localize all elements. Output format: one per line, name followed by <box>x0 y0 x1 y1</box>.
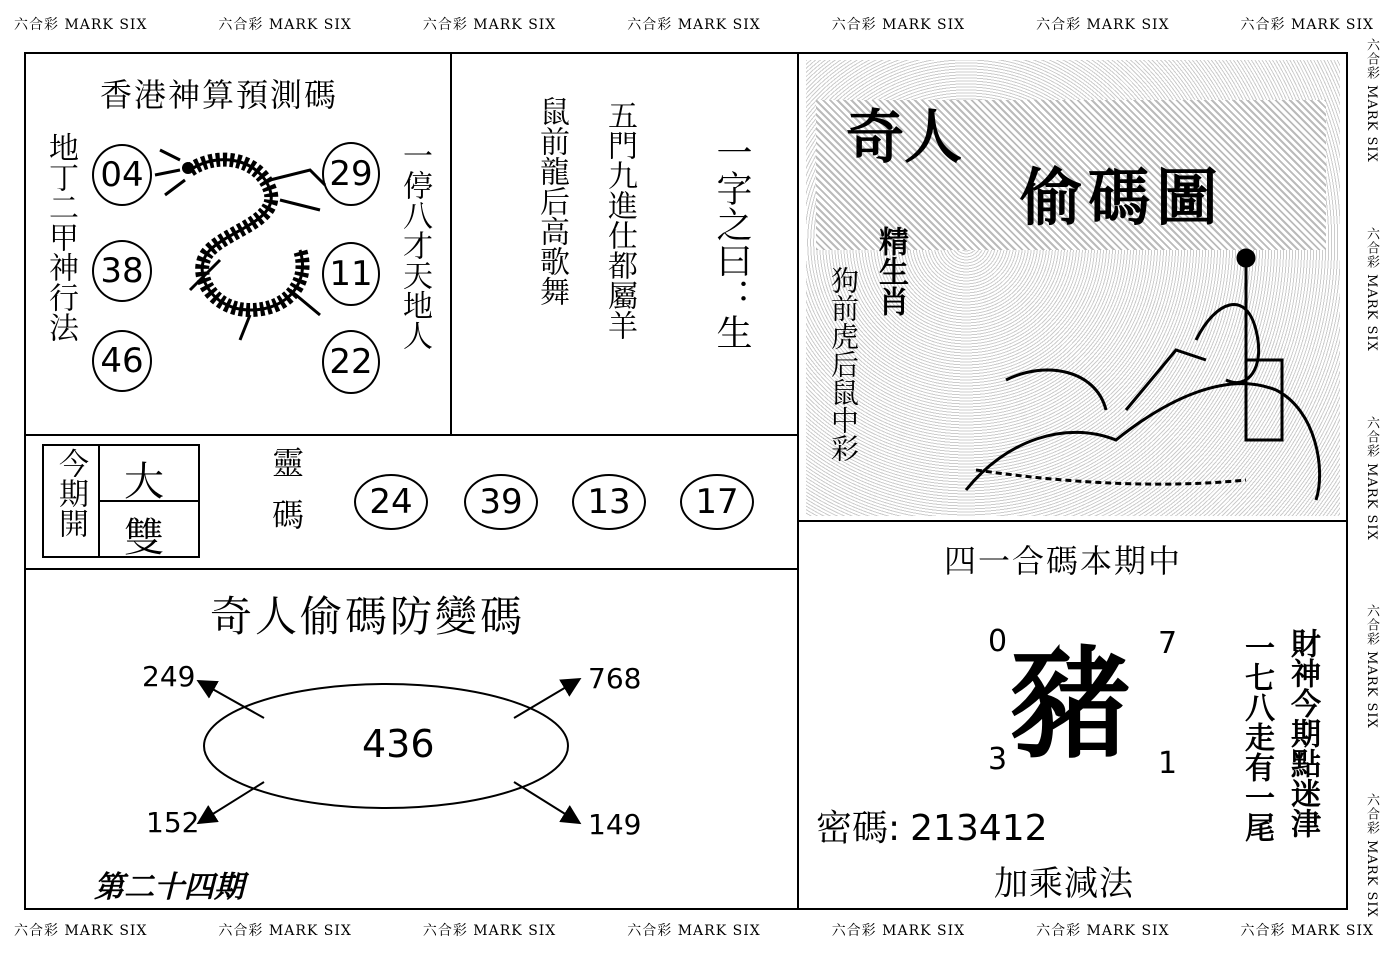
border-top-item: 六合彩 MARK SIX <box>422 17 557 33</box>
corner-number-tr: 7 <box>1158 626 1178 661</box>
border-bottom-item: 六合彩 MARK SIX <box>14 923 148 939</box>
arrow-bottom-left <box>200 782 264 822</box>
border-right <box>1362 38 1381 918</box>
divider <box>450 52 452 436</box>
number-ball: 22 <box>322 330 380 394</box>
ling-number-ball: 13 <box>572 474 646 530</box>
defense-top-right: 768 <box>588 662 642 695</box>
number-ball: 46 <box>92 330 152 392</box>
border-right-item: 六合彩 MARK SIX <box>1364 415 1379 541</box>
number-ball: 29 <box>322 142 380 206</box>
ling-number-ball: 17 <box>680 474 754 530</box>
four-in-one-vertical-1: 財神今期點迷津 <box>1285 628 1320 838</box>
poster-title1: 奇人 <box>846 103 963 171</box>
divider <box>24 434 798 436</box>
border-top-item: 六合彩 MARK SIX <box>831 17 966 33</box>
code-label: 密碼: <box>816 808 901 849</box>
poster-sub1: 精生肖 <box>873 226 908 316</box>
border-bottom <box>14 920 1374 940</box>
period-label: 今期開 <box>53 448 88 538</box>
border-bottom-item: 六合彩 MARK SIX <box>1036 923 1170 939</box>
defense-center-number: 436 <box>362 722 435 766</box>
poster-sub2: 狗前虎后鼠中彩 <box>827 266 860 462</box>
scholar-illustration <box>946 240 1336 510</box>
ling-number-ball: 39 <box>464 474 538 530</box>
prediction-title: 香港神算預測碼 <box>100 76 339 114</box>
ling-code-label: 靈碼 <box>267 446 305 550</box>
zodiac-character: 豬 <box>1010 634 1130 775</box>
code-value: 213412 <box>910 808 1048 849</box>
divider <box>797 520 1348 522</box>
defense-bottom-right: 149 <box>588 808 642 841</box>
number-ball: 04 <box>92 144 152 206</box>
period-top: 大 <box>124 459 164 505</box>
border-top <box>14 14 1374 34</box>
poster-image <box>806 60 1340 516</box>
border-bottom-item: 六合彩 MARK SIX <box>218 923 352 939</box>
border-top-item: 六合彩 MARK SIX <box>1240 17 1374 33</box>
four-in-one-title: 四一合碼本期中 <box>944 542 1183 580</box>
corner-number-br: 1 <box>1158 746 1178 781</box>
divider <box>797 52 799 910</box>
issue-number: 第二十四期 <box>94 870 244 905</box>
border-right-item: 六合彩 MARK SIX <box>1364 793 1379 918</box>
border-top-item: 六合彩 MARK SIX <box>218 17 352 33</box>
middle-text-col3: 一字之曰：生 <box>711 134 752 350</box>
prediction-right-vertical: 一停八才天地人 <box>397 140 432 350</box>
code-line <box>816 800 1048 851</box>
poster-title2: 偷碼圖 <box>1020 161 1225 234</box>
corner-number-tl: 0 <box>988 624 1008 659</box>
middle-text-col2: 五門九進仕都屬羊 <box>602 100 637 340</box>
number-ball: 38 <box>92 240 152 302</box>
defense-top-left: 249 <box>142 660 196 693</box>
dragon-icon <box>150 140 330 350</box>
border-right-item: 六合彩 MARK SIX <box>1364 226 1379 352</box>
border-top-item: 六合彩 MARK SIX <box>627 17 761 33</box>
border-right-item: 六合彩 MARK SIX <box>1364 38 1379 163</box>
corner-number-bl: 3 <box>988 742 1008 777</box>
method-text: 加乘減法 <box>994 864 1134 904</box>
divider <box>24 568 798 570</box>
middle-text-col1: 鼠前龍后高歌舞 <box>534 96 569 306</box>
border-bottom-item: 六合彩 MARK SIX <box>831 923 966 939</box>
ling-number-ball: 24 <box>354 474 428 530</box>
border-bottom-item: 六合彩 MARK SIX <box>422 923 557 939</box>
period-bottom: 雙 <box>124 515 164 561</box>
arrow-top-right <box>514 680 578 718</box>
border-bottom-item: 六合彩 MARK SIX <box>1240 923 1374 939</box>
border-right-item: 六合彩 MARK SIX <box>1364 604 1379 730</box>
number-ball: 11 <box>322 242 380 306</box>
arrow-bottom-right <box>514 782 578 822</box>
border-top-item: 六合彩 MARK SIX <box>1036 17 1170 33</box>
prediction-left-vertical: 地丁二甲神行法 <box>43 132 78 342</box>
defense-title: 奇人偷碼防變碼 <box>210 592 526 641</box>
four-in-one-vertical-2: 一七八走有一尾 <box>1239 632 1274 842</box>
defense-bottom-left: 152 <box>146 806 200 839</box>
border-bottom-item: 六合彩 MARK SIX <box>627 923 761 939</box>
border-top-item: 六合彩 MARK SIX <box>14 17 148 33</box>
